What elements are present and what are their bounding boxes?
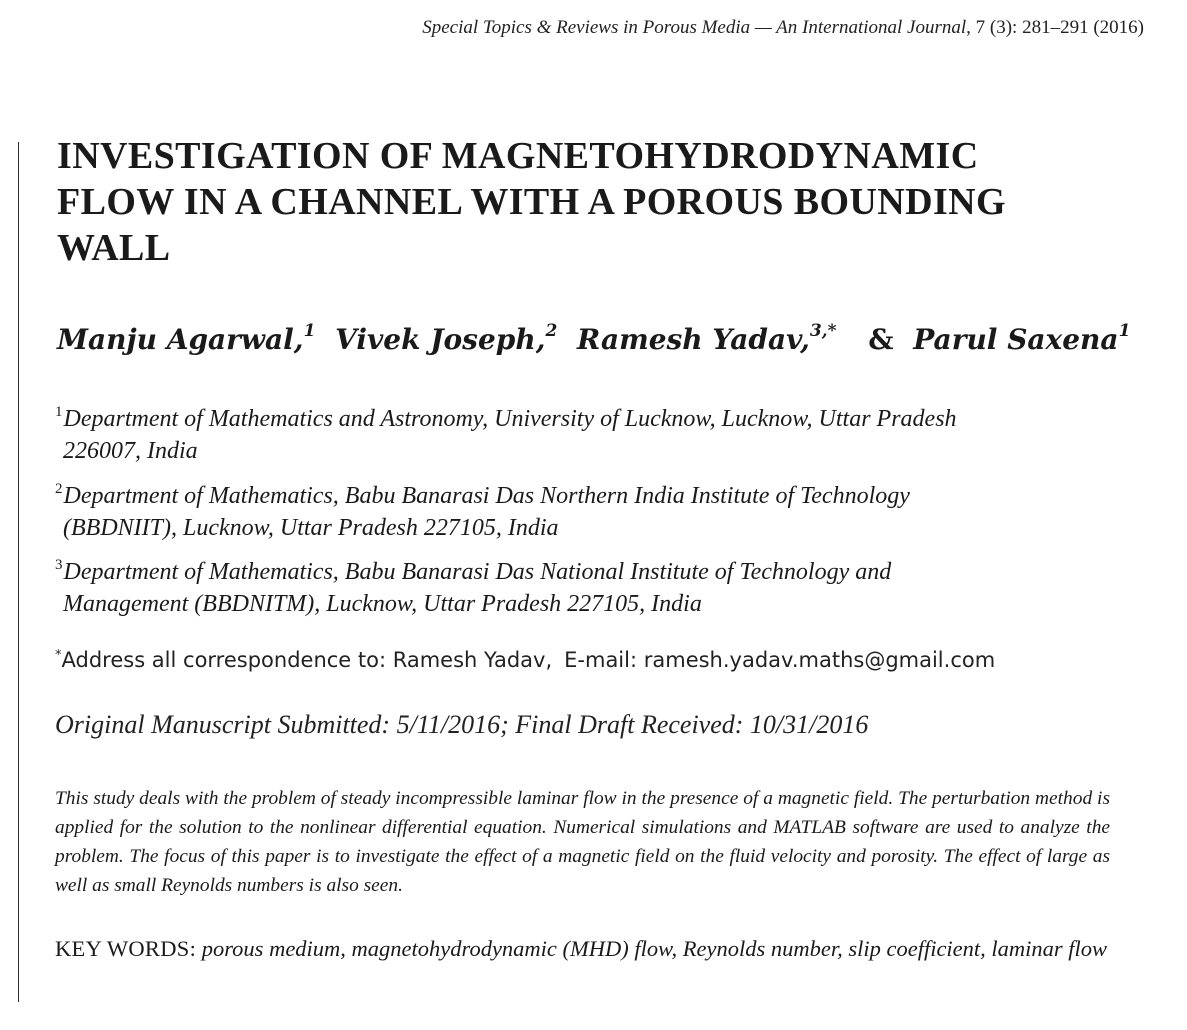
affiliation-number: 1	[55, 404, 63, 420]
author-name: Ramesh Yadav,	[577, 323, 810, 356]
affiliation-number: 3	[55, 557, 63, 573]
author	[577, 323, 836, 356]
author	[57, 323, 315, 356]
author	[335, 323, 557, 356]
author-list	[57, 320, 1157, 360]
correspondence-star: *	[55, 648, 62, 663]
affiliation	[55, 480, 1145, 544]
manuscript-dates: Original Manuscript Submitted: 5/11/2016; Final Draft Received: 10/31/2016	[55, 710, 869, 739]
affiliation-text: Department of Mathematics and Astronomy, University of Lucknow, Lucknow, Uttar Pradesh	[63, 406, 957, 432]
author-affiliation-mark: 1	[1118, 321, 1131, 341]
affiliation-number: 2	[55, 481, 63, 497]
affiliation-text: Management (BBDNITM), Lucknow, Uttar Pradesh 227105, India	[63, 591, 702, 617]
author-name: Manju Agarwal,	[57, 323, 304, 356]
journal-name: Special Topics & Reviews in Porous Media — An International Journal	[422, 17, 967, 38]
author-name: Parul Saxena	[913, 323, 1119, 356]
affiliation	[55, 556, 1145, 620]
author	[913, 323, 1130, 356]
author-separator: &	[868, 323, 894, 356]
paper-title	[57, 133, 1147, 271]
affiliation-text: 226007, India	[63, 438, 198, 464]
abstract: This study deals with the problem of steady incompressible laminar flow in the presence of a magnetic field. The perturbation method is applied for the solution to the nonlinear differential equation. Numerical simulations and MATLAB software are used to analyze the problem. The focus of this paper is to investigate the effect of a magnetic field on the fluid velocity and porosity. The effect of large as well as small Reynolds numbers is also seen.	[55, 788, 1110, 896]
correspondence-text: Address all correspondence to: Ramesh Yadav,	[61, 648, 553, 672]
title-line: WALL	[57, 227, 171, 269]
author-affiliation-mark: 2	[545, 321, 558, 341]
affiliation-text: (BBDNIIT), Lucknow, Uttar Pradesh 227105, India	[63, 515, 559, 541]
affiliation-text: Department of Mathematics, Babu Banarasi Das Northern India Institute of Technology	[63, 483, 910, 509]
title-line: INVESTIGATION OF MAGNETOHYDRODYNAMIC	[57, 135, 979, 177]
correspondence	[55, 645, 995, 675]
author-affiliation-mark: 3,*	[809, 321, 837, 341]
left-margin-rule	[18, 142, 19, 1002]
keywords-label: KEY WORDS:	[55, 936, 197, 961]
title-line: FLOW IN A CHANNEL WITH A POROUS BOUNDING	[57, 181, 1006, 223]
keywords	[55, 934, 1110, 964]
correspondence-email: E-mail: ramesh.yadav.maths@gmail.com	[564, 648, 996, 672]
affiliation	[55, 403, 1145, 467]
keywords-text: porous medium, magnetohydrodynamic (MHD) flow, Reynolds number, slip coefficient, laminar flow	[201, 936, 1108, 961]
affiliation-text: Department of Mathematics, Babu Banarasi Das National Institute of Technology and	[63, 559, 892, 585]
journal-citation: , 7 (3): 281–291 (2016)	[966, 17, 1144, 38]
journal-header	[422, 17, 1144, 39]
author-affiliation-mark: 1	[303, 321, 316, 341]
author-name: Vivek Joseph,	[335, 323, 546, 356]
